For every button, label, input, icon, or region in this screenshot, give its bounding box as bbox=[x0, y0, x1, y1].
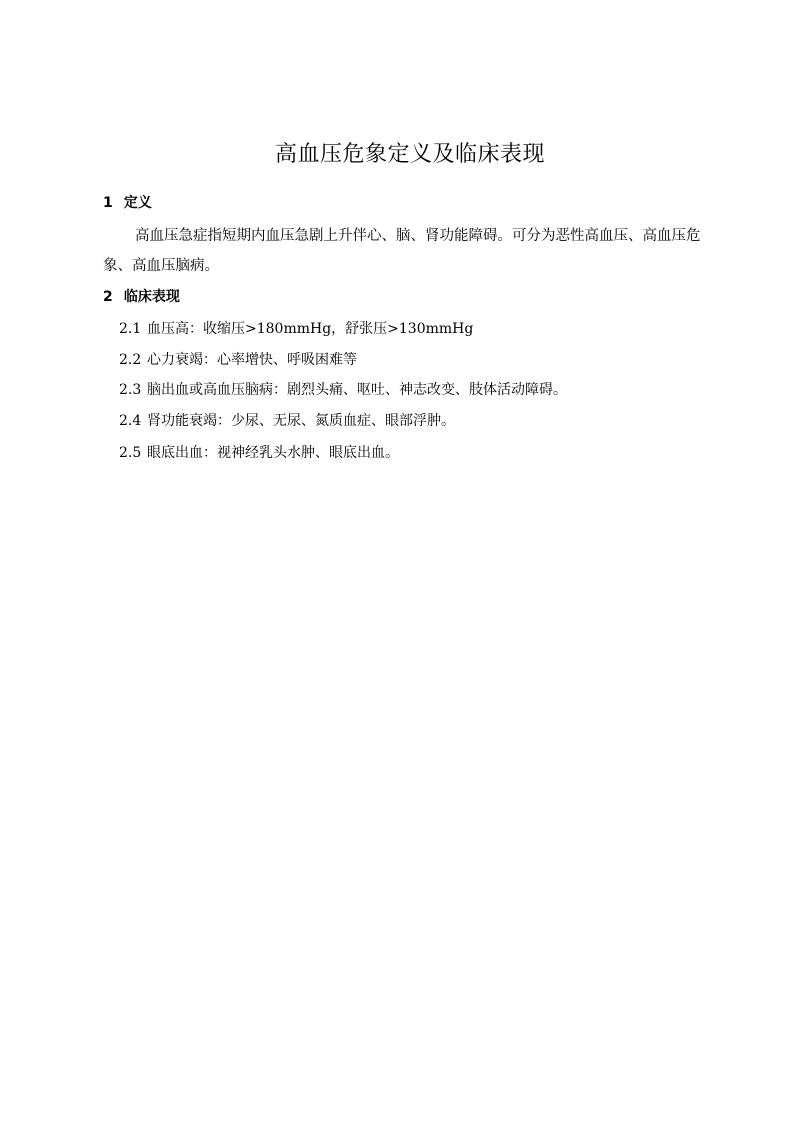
document-title: 高血压危象定义及临床表现 bbox=[274, 142, 545, 167]
item-text: 心力衰竭：心率增快、呼吸困难等 bbox=[147, 352, 357, 368]
section-number: 2 bbox=[103, 289, 113, 305]
list-item bbox=[119, 350, 357, 370]
section-title: 定义 bbox=[123, 195, 152, 211]
list-item bbox=[119, 380, 567, 400]
section-heading-clinical bbox=[103, 287, 180, 307]
item-number: 2.2 bbox=[119, 352, 142, 368]
section-number: 1 bbox=[103, 195, 113, 211]
item-number: 2.1 bbox=[119, 321, 142, 337]
item-number: 2.5 bbox=[119, 445, 142, 461]
item-text: 眼底出血：视神经乳头水肿、眼底出血。 bbox=[147, 445, 399, 461]
item-number: 2.3 bbox=[119, 382, 142, 398]
list-item bbox=[119, 411, 455, 431]
definition-paragraph: 高血压急症指短期内血压急剧上升伴心、脑、肾功能障碍。可分为恶性高血压、高血压危象、高血压脑病。 bbox=[103, 228, 701, 274]
item-text: 肾功能衰竭：少尿、无尿、氮质血症、眼部浮肿。 bbox=[147, 413, 455, 429]
item-text: 脑出血或高血压脑病：剧烈头痛、呕吐、神志改变、肢体活动障碍。 bbox=[147, 382, 567, 398]
list-item bbox=[119, 443, 399, 463]
item-text: 血压高：收缩压>180mmHg，舒张压>130mmHg bbox=[147, 321, 474, 337]
section-heading-definition bbox=[103, 193, 152, 213]
item-number: 2.4 bbox=[119, 413, 142, 429]
section-title: 临床表现 bbox=[123, 289, 180, 305]
list-item bbox=[119, 319, 473, 339]
